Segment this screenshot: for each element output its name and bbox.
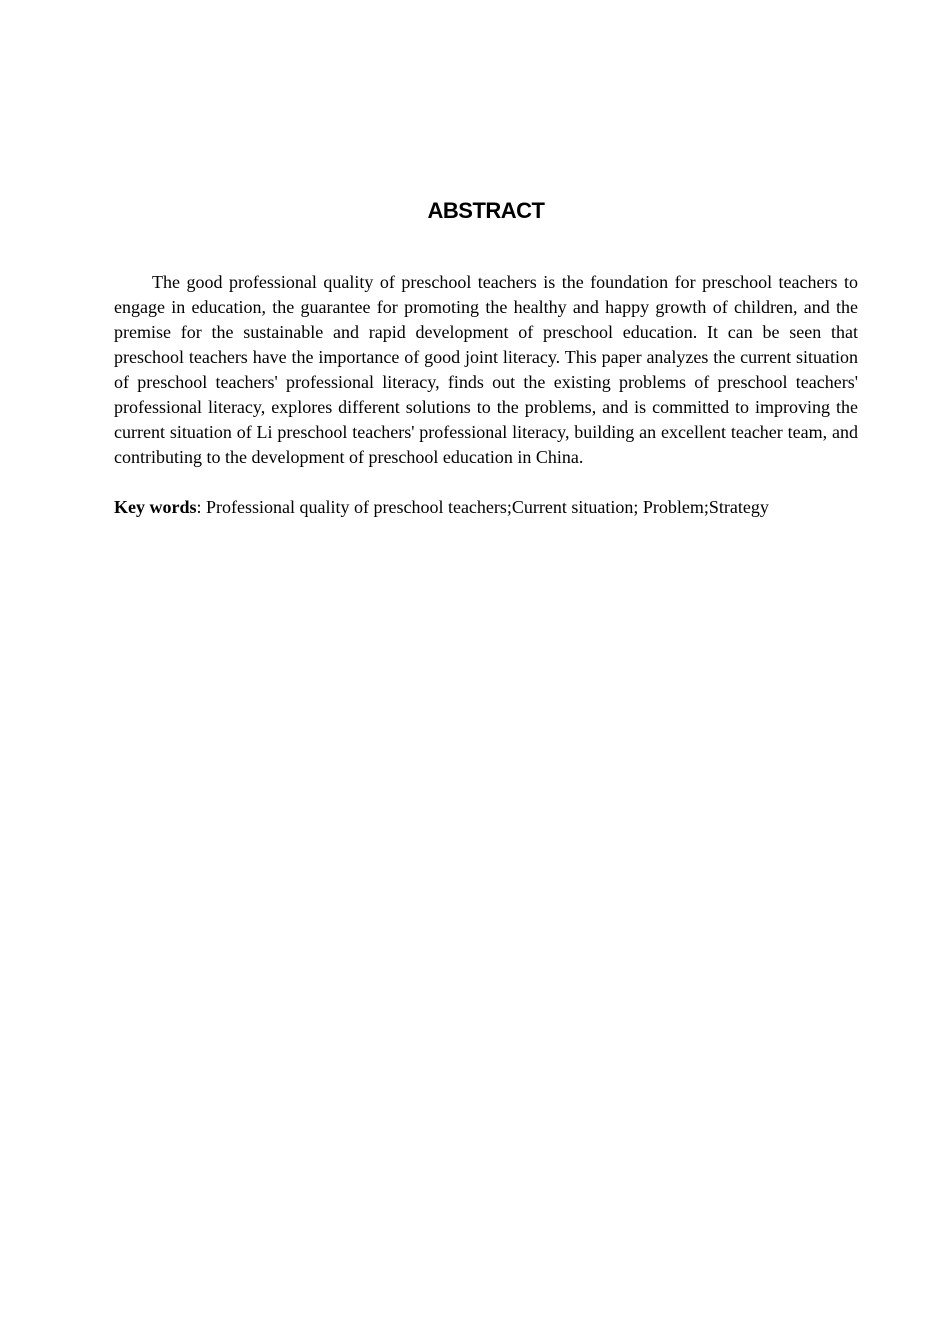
abstract-paragraph: The good professional quality of preschool teachers is the foundation for preschool teachers to engage in education, the guarantee for promoting the healthy and happy growth of children, and the premise for the sustainable and rapid development of preschool education. It can be seen that preschool teachers have the importance of good joint literacy. This paper analyzes the current situation of preschool teachers' professional literacy, finds out the existing problems of preschool teachers' professional literacy, explores different solutions to the problems, and is committed to improving the current situation of Li preschool teachers' professional literacy, building an excellent teacher team, and contributing to the development of preschool education in China. — [114, 272, 858, 467]
keywords-text: : Professional quality of preschool teachers;Current situation; Problem;Strategy — [196, 497, 769, 517]
abstract-heading: ABSTRACT — [427, 198, 545, 223]
keywords-label: Key words — [114, 497, 197, 517]
keywords-line — [114, 495, 858, 520]
